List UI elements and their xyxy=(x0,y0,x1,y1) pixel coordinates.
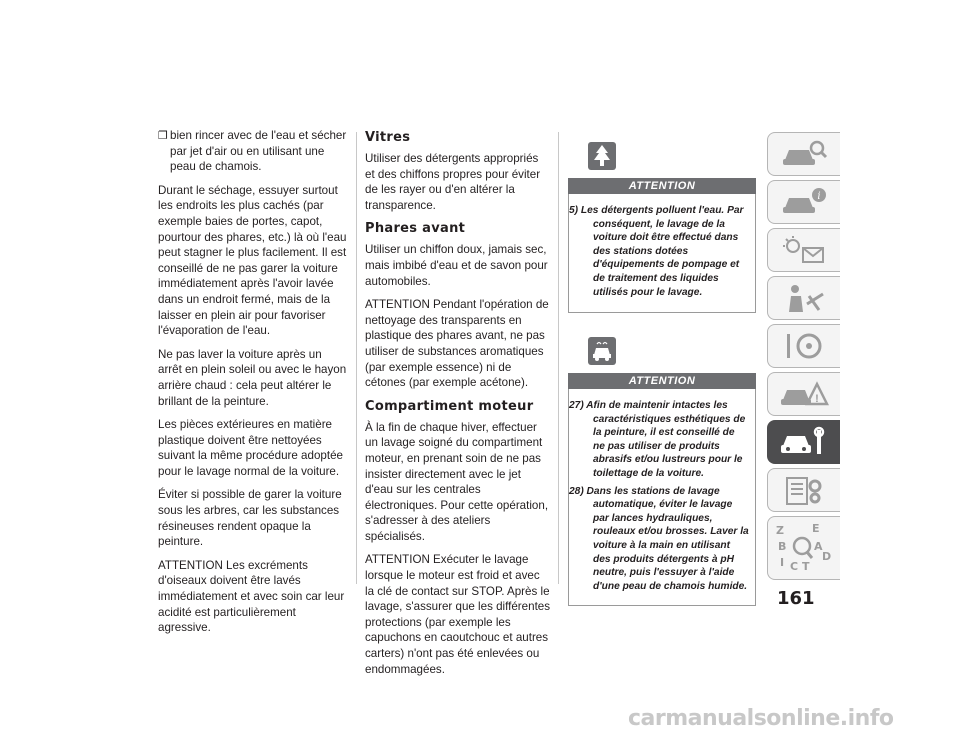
column-3 xyxy=(568,140,756,606)
car-warning-icon xyxy=(779,378,829,410)
safety-icon xyxy=(779,282,829,314)
paragraph: Durant le séchage, essuyer surtout les endroits les plus cachés (par exemple baies de portes, capot, pourtour des phares, etc.) là où l'eau peut stagner le plus facilement. Il est conseillé de ne pas garer la voiture immédiatement après l'avoir lavée dans un endroit fermé, mais de la laisser en plein air pour favoriser l'évaporation de l'eau. xyxy=(158,183,347,338)
paragraph: ATTENTION Exécuter le lavage lorsque le moteur est froid et avec la clé de contact sur STOP. Après le lavage, s'assurer que les différentes protections (par exemple les capuchons en caoutchouc et autres carters) n'ont pas été enlevées ou endommagées. xyxy=(365,553,551,676)
svg-text:B: B xyxy=(778,540,787,553)
svg-text:I: I xyxy=(780,556,785,569)
note-item: 28) Dans les stations de lavage automatique, éviter le lavage par lances hydrauliques, rouleaux et/ou brosses. Laver la voiture à la main en utilisant des produits détergents à pH neutre, puis l'essuyer à l'aide d'une peau de chamois humide. xyxy=(569,485,749,592)
svg-text:T: T xyxy=(802,560,810,573)
attention-header: ATTENTION xyxy=(568,178,756,194)
attention-box xyxy=(568,389,756,606)
car-wrench-icon xyxy=(779,426,829,458)
paragraph: À la fin de chaque hiver, effectuer un lavage soigné du compartiment moteur, en prenant soin de ne pas insister directement avec le jet d'eau sur les centrales électroniques. Pour cette opération, s'adresser à des ateliers spécialisés. xyxy=(365,420,549,543)
tab-maintenance[interactable] xyxy=(767,420,840,464)
technical-data-icon xyxy=(779,474,829,506)
column-divider xyxy=(558,132,559,584)
tab-emergency[interactable] xyxy=(767,372,840,416)
paragraph: Ne pas laver la voiture après un arrêt en plein soleil ou avec le hayon arrière chaud : cela peut altérer le brillant de la peinture. xyxy=(158,347,347,408)
section-title-moteur: Compartiment moteur xyxy=(365,398,534,414)
checkbox-bullet-icon: ❐ xyxy=(158,130,168,142)
svg-text:i: i xyxy=(817,191,821,202)
tab-driving[interactable] xyxy=(767,324,840,368)
attention-box xyxy=(568,194,756,313)
section-title-vitres: Vitres xyxy=(365,130,411,145)
bullet-text: bien rincer avec de l'eau et sécher par jet d'air ou en utilisant une peau de chamois. xyxy=(170,129,347,174)
svg-text:C: C xyxy=(790,560,799,573)
column-2 xyxy=(365,128,551,685)
attention-header: ATTENTION xyxy=(568,373,756,389)
car-search-icon xyxy=(779,138,829,170)
tab-technical-data[interactable] xyxy=(767,468,840,512)
svg-text:!: ! xyxy=(815,393,819,405)
note-item: 27) Afin de maintenir intactes les caractéristiques esthétiques de la peinture, il est conseillé de ne pas utiliser de produits abrasifs et/ou lustreurs pour le toilettage de la voiture. xyxy=(569,400,746,479)
tab-warning-lights[interactable] xyxy=(767,228,840,272)
tree-environment-icon xyxy=(582,140,622,172)
paragraph: Utiliser des détergents appropriés et des chiffons propres pour éviter de les rayer ou d'en altérer la transparence. xyxy=(365,152,541,212)
chapter-tabs xyxy=(767,132,839,584)
svg-text:Z: Z xyxy=(776,524,784,537)
tab-car-info[interactable] xyxy=(767,132,840,176)
svg-text:D: D xyxy=(822,550,832,563)
warning-lights-icon xyxy=(779,234,829,266)
tab-index[interactable] xyxy=(767,516,840,580)
car-care-icon xyxy=(582,335,622,367)
note-item: 5) Les détergents polluent l'eau. Par conséquent, le lavage de la voiture doit être effectué dans des stations dotées d'équipements de pompage et de traitement des liquides utilisés pour le lavage. xyxy=(569,205,744,298)
alphabetical-index-icon xyxy=(774,520,834,576)
paragraph: ATTENTION Pendant l'opération de nettoyage des transparents en plastique des phares avant, ne pas utiliser de substances aromatiques (par exemple essence) ni de cétones (par exemple acétone). xyxy=(365,298,549,390)
page-number: 161 xyxy=(777,588,815,609)
paragraph: Les pièces extérieures en matière plastique doivent être nettoyées suivant la même procédure adoptée pour le lavage normal de la voiture. xyxy=(158,418,343,478)
paragraph: ATTENTION Les excréments d'oiseaux doivent être lavés immédiatement et avec soin car leur acidité est particulièrement agressive. xyxy=(158,558,345,635)
column-divider xyxy=(356,132,357,584)
steering-wheel-icon xyxy=(779,330,829,362)
bullet-item xyxy=(158,128,348,175)
svg-text:E: E xyxy=(812,522,820,535)
watermark-footer: carmanualsonline.info xyxy=(628,706,894,731)
paragraph: Éviter si possible de garer la voiture sous les arbres, car les substances résineuses rendent opaque la peinture. xyxy=(158,488,342,549)
car-info-icon xyxy=(779,186,829,218)
svg-text:A: A xyxy=(814,540,823,553)
column-1 xyxy=(158,128,348,644)
paragraph: Utiliser un chiffon doux, jamais sec, mais imbibé d'eau et de savon pour automobiles. xyxy=(365,243,548,288)
tab-safety[interactable] xyxy=(767,276,840,320)
tab-car-info-i[interactable] xyxy=(767,180,840,224)
section-title-phares: Phares avant xyxy=(365,221,466,237)
